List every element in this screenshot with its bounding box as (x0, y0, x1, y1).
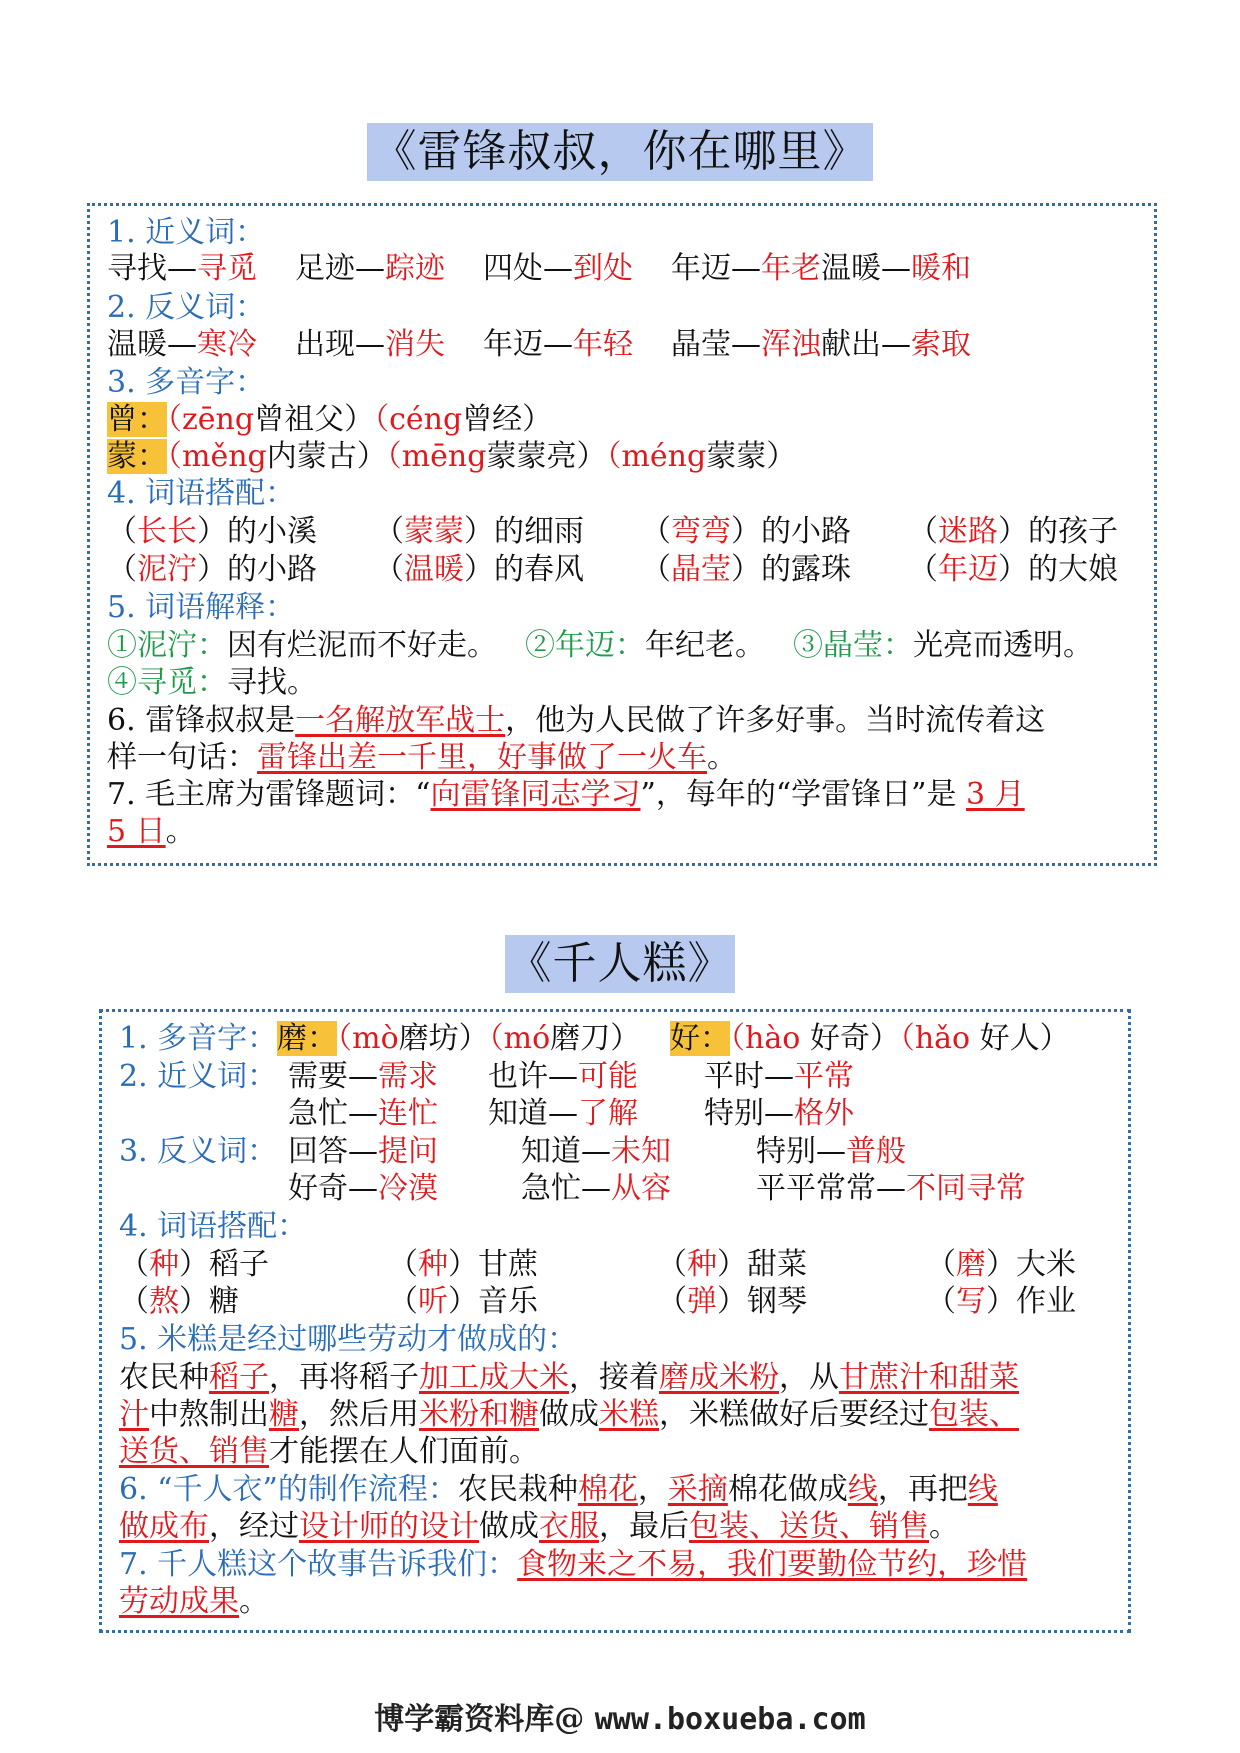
word: 磨刀） (550, 1021, 641, 1056)
word-pair: 温暖—暖和 (821, 251, 971, 286)
polyphone-char: 曾： (107, 402, 167, 437)
word-pair: 回答—提问 (288, 1134, 438, 1169)
explanation-row (107, 627, 1093, 664)
word: 蒙蒙亮） (486, 439, 607, 474)
heading-collocations: 4. 词语搭配： (107, 476, 296, 511)
word-pair: 年迈—年老 (671, 251, 821, 286)
heading-question-5: 5. 米糕是经过哪些劳动才做成的： (119, 1322, 578, 1357)
lesson-title-1: 《雷锋叔叔，你在哪里》 (367, 123, 873, 181)
word: 曾经） (462, 402, 553, 437)
word: 好人） (970, 1021, 1070, 1056)
explanation-item: ②年迈：年纪老。 (525, 628, 765, 663)
pinyin: （zēng (167, 402, 255, 437)
word: 曾祖父） (254, 402, 375, 437)
collocation-item: （种）稻子 (119, 1247, 269, 1282)
collocation-item: （年迈）的大娘 (908, 552, 1118, 587)
question-7-line2: 5 日。 (107, 814, 196, 849)
lesson-title-2: 《千人糕》 (505, 935, 735, 993)
word-pair: 知道—了解 (488, 1096, 638, 1131)
pinyin: （hào (730, 1021, 801, 1056)
word-pair: 平平常常—不同寻常 (756, 1171, 1026, 1206)
antonym-row (107, 326, 971, 363)
word: 蒙蒙） (706, 439, 797, 474)
word-pair: 知道—未知 (521, 1134, 671, 1169)
pinyin: （hǎo (899, 1021, 971, 1056)
collocation-item: （听）音乐 (388, 1284, 538, 1319)
answer-5-line1: 农民种稻子，再将稻子加工成大米，接着磨成米粉，从甘蔗汁和甜菜 (119, 1360, 1019, 1395)
collocation-item: （弯弯）的小路 (641, 514, 851, 549)
answer: 向雷锋同志学习 (430, 777, 641, 812)
polyphone-row (119, 1020, 640, 1057)
word: 内蒙古） (266, 439, 387, 474)
word-pair: 寻找—寻觅 (107, 251, 257, 286)
pinyin: （méng (606, 439, 707, 474)
word: 好奇） (800, 1021, 900, 1056)
word-pair: 也许—可能 (488, 1059, 638, 1094)
collocation-item: （写）作业 (926, 1284, 1076, 1319)
word-pair: 特别—普般 (756, 1134, 906, 1169)
collocation-item: （种）甜菜 (657, 1247, 807, 1282)
polyphone-char: 磨： (277, 1021, 338, 1056)
collocation-item: （泥泞）的小路 (107, 552, 317, 587)
heading-explanations: 5. 词语解释： (107, 590, 296, 625)
question-7-line2: 劳动成果。 (119, 1584, 269, 1619)
word-pair: 急忙—连忙 (288, 1096, 438, 1131)
polyphone-row (107, 401, 552, 438)
word-pair: 足迹—踪迹 (295, 251, 445, 286)
watermark-footer: 博学霸资料库@ www.boxueba.com (374, 1702, 866, 1737)
heading-polyphones: 3. 多音字： (107, 365, 266, 400)
question-6-line2: 做成布，经过设计师的设计做成衣服，最后包装、送货、销售。 (119, 1509, 959, 1544)
pinyin: （céng (374, 402, 463, 437)
heading-synonyms: 1. 近义词： (107, 215, 266, 250)
answer: 5 日 (107, 814, 166, 849)
heading-polyphones: 1. 多音字： (119, 1021, 278, 1056)
collocation-item: （种）甘蔗 (388, 1247, 538, 1282)
explanation-item: ③晶莹：光亮而透明。 (793, 628, 1093, 663)
heading-antonyms: 3. 反义词： (119, 1134, 278, 1169)
pinyin: （mēng (386, 439, 487, 474)
word-pair: 晶莹—浑浊 (671, 327, 821, 362)
pinyin: （měng (167, 439, 267, 474)
pinyin: （mó (488, 1021, 551, 1056)
word-pair: 好奇—冷漠 (288, 1171, 438, 1206)
polyphone-row (107, 438, 796, 475)
explanation-row (107, 664, 317, 701)
answer-5-line3: 送货、销售才能摆在人们面前。 (119, 1434, 539, 1469)
polyphone-row (670, 1020, 1070, 1057)
question-6-line1: 6. “千人衣”的制作流程：农民栽种棉花，采摘棉花做成线，再把线 (119, 1472, 998, 1507)
question-6-line1: 6. 雷锋叔叔是一名解放军战士，他为人民做了许多好事。当时流传着这 (107, 703, 1046, 738)
collocation-item: （磨）大米 (926, 1247, 1076, 1282)
word-pair: 需要—需求 (288, 1059, 438, 1094)
word-pair: 温暖—寒冷 (107, 327, 257, 362)
synonym-row (107, 250, 971, 287)
word-pair: 出现—消失 (295, 327, 445, 362)
word-pair: 平时—平常 (704, 1059, 854, 1094)
question-7-line1: 7. 毛主席为雷锋题词：“向雷锋同志学习”，每年的“学雷锋日”是 3 月 (107, 777, 1025, 812)
collocation-item: （蒙蒙）的细雨 (374, 514, 584, 549)
heading-antonyms: 2. 反义词： (107, 290, 266, 325)
collocation-item: （温暖）的春风 (374, 552, 584, 587)
answer: 雷锋出差一千里，好事做了一火车 (257, 740, 707, 775)
answer: 一名解放军战士 (295, 703, 506, 738)
collocation-item: （长长）的小溪 (107, 514, 317, 549)
question-7-line1: 7. 千人糕这个故事告诉我们：食物来之不易，我们要勤俭节约，珍惜 (119, 1547, 1028, 1582)
word-pair: 四处—到处 (483, 251, 633, 286)
word-pair: 年迈—年轻 (483, 327, 633, 362)
word-pair: 献出—索取 (821, 327, 971, 362)
explanation-item: ①泥泞：因有烂泥而不好走。 (107, 628, 497, 663)
collocation-item: （弹）钢琴 (657, 1284, 807, 1319)
heading-collocations: 4. 词语搭配： (119, 1209, 308, 1244)
word: 磨坊） (398, 1021, 489, 1056)
collocation-item: （熬）糖 (119, 1284, 239, 1319)
question-6-line2: 样一句话：雷锋出差一千里，好事做了一火车。 (107, 740, 737, 775)
word-pair: 急忙—从容 (521, 1171, 671, 1206)
collocation-item: （晶莹）的露珠 (641, 552, 851, 587)
polyphone-char: 蒙： (107, 439, 167, 474)
explanation-item: ④寻觅：寻找。 (107, 665, 317, 700)
answer-5-line2: 汁中熬制出糖，然后用米粉和糖做成米糕，米糕做好后要经过包装、 (119, 1397, 1019, 1432)
word-pair: 特别—格外 (704, 1096, 854, 1131)
collocation-item: （迷路）的孩子 (908, 514, 1118, 549)
polyphone-char: 好： (670, 1021, 730, 1056)
pinyin: （mò (337, 1021, 399, 1056)
answer: 3 月 (966, 777, 1025, 812)
heading-synonyms: 2. 近义词： (119, 1059, 278, 1094)
